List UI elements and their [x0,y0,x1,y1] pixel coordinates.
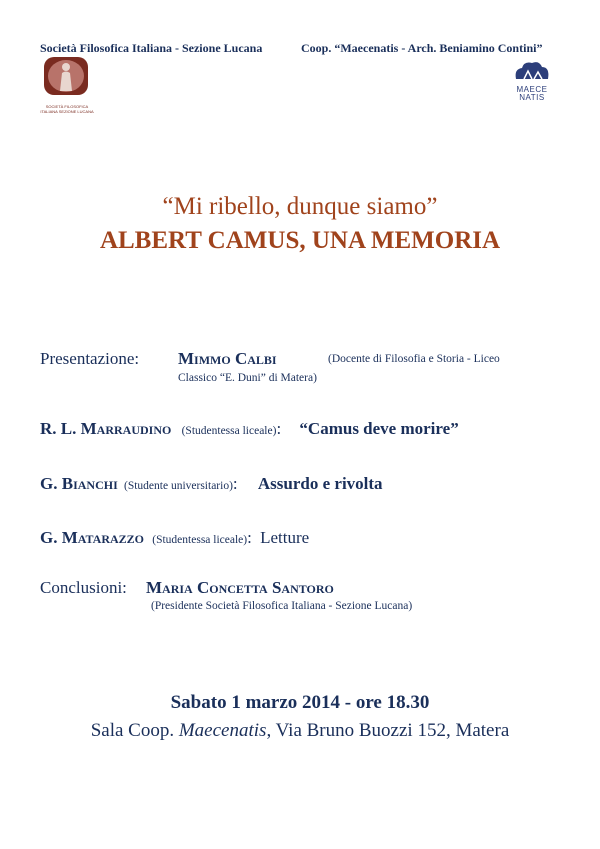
speaker-topic: “Camus deve morire” [299,419,459,438]
speaker-row [40,419,459,439]
speaker-role: (Studentessa liceale) [152,534,248,546]
sfi-logo-caption: SOCIETÀ FILOSOFICA ITALIANA SEZIONE LUCANA [40,104,94,114]
sfi-logo [40,57,94,112]
philosopher-seal-icon [40,57,94,97]
concluder-name: Maria Concetta Santoro [146,578,334,597]
presenter-role-line1: (Docente di Filosofia e Storia - Liceo [328,353,500,365]
speaker-colon: : [232,474,238,493]
speaker-initials: R. L. [40,419,77,438]
event-subtitle-quote: “Mi ribello, dunque siamo” [162,193,438,220]
speaker-row [40,474,383,494]
maecenatis-logo [512,59,552,105]
speaker-role: (Studente universitario) [124,480,233,492]
venue-prefix: Sala Coop. [90,720,179,741]
speaker-initials: G. [40,474,58,493]
conclusioni-label: Conclusioni: [40,578,127,597]
presenter-name: Mimmo Calbi [178,349,277,368]
presentazione-label: Presentazione: [40,349,140,368]
event-title: ALBERT CAMUS, UNA MEMORIA [99,227,501,254]
event-venue [0,720,600,742]
event-date: Sabato 1 marzo 2014 - ore 18.30 [170,692,430,713]
maecenatis-logo-text: MAECE NATIS [516,85,548,102]
speaker-surname: Matarazzo [61,528,145,547]
right-org-name: Coop. “Maecenatis - Arch. Beniamino Contini” [301,41,543,55]
left-org-name: Società Filosofica Italiana - Sezione Lucana [40,41,263,55]
presenter-role-line2: Classico “E. Duni” di Matera) [178,372,317,384]
concluder-role: (Presidente Società Filosofica Italiana - Sezione Lucana) [151,600,413,612]
speaker-colon: : [247,528,252,547]
speaker-surname: Bianchi [61,474,118,493]
cloud-mark-icon [512,59,552,81]
speaker-colon: : [276,419,282,438]
venue-name: Maecenatis [178,720,267,741]
speaker-topic: Assurdo e rivolta [257,474,383,493]
speaker-topic: Letture [260,528,310,547]
speaker-surname: Marraudino [80,419,172,438]
speaker-initials: G. [40,528,58,547]
speaker-row [40,528,309,548]
speaker-role: (Studentessa liceale) [181,425,277,437]
venue-address: , Via Bruno Buozzi 152, Matera [266,720,510,741]
